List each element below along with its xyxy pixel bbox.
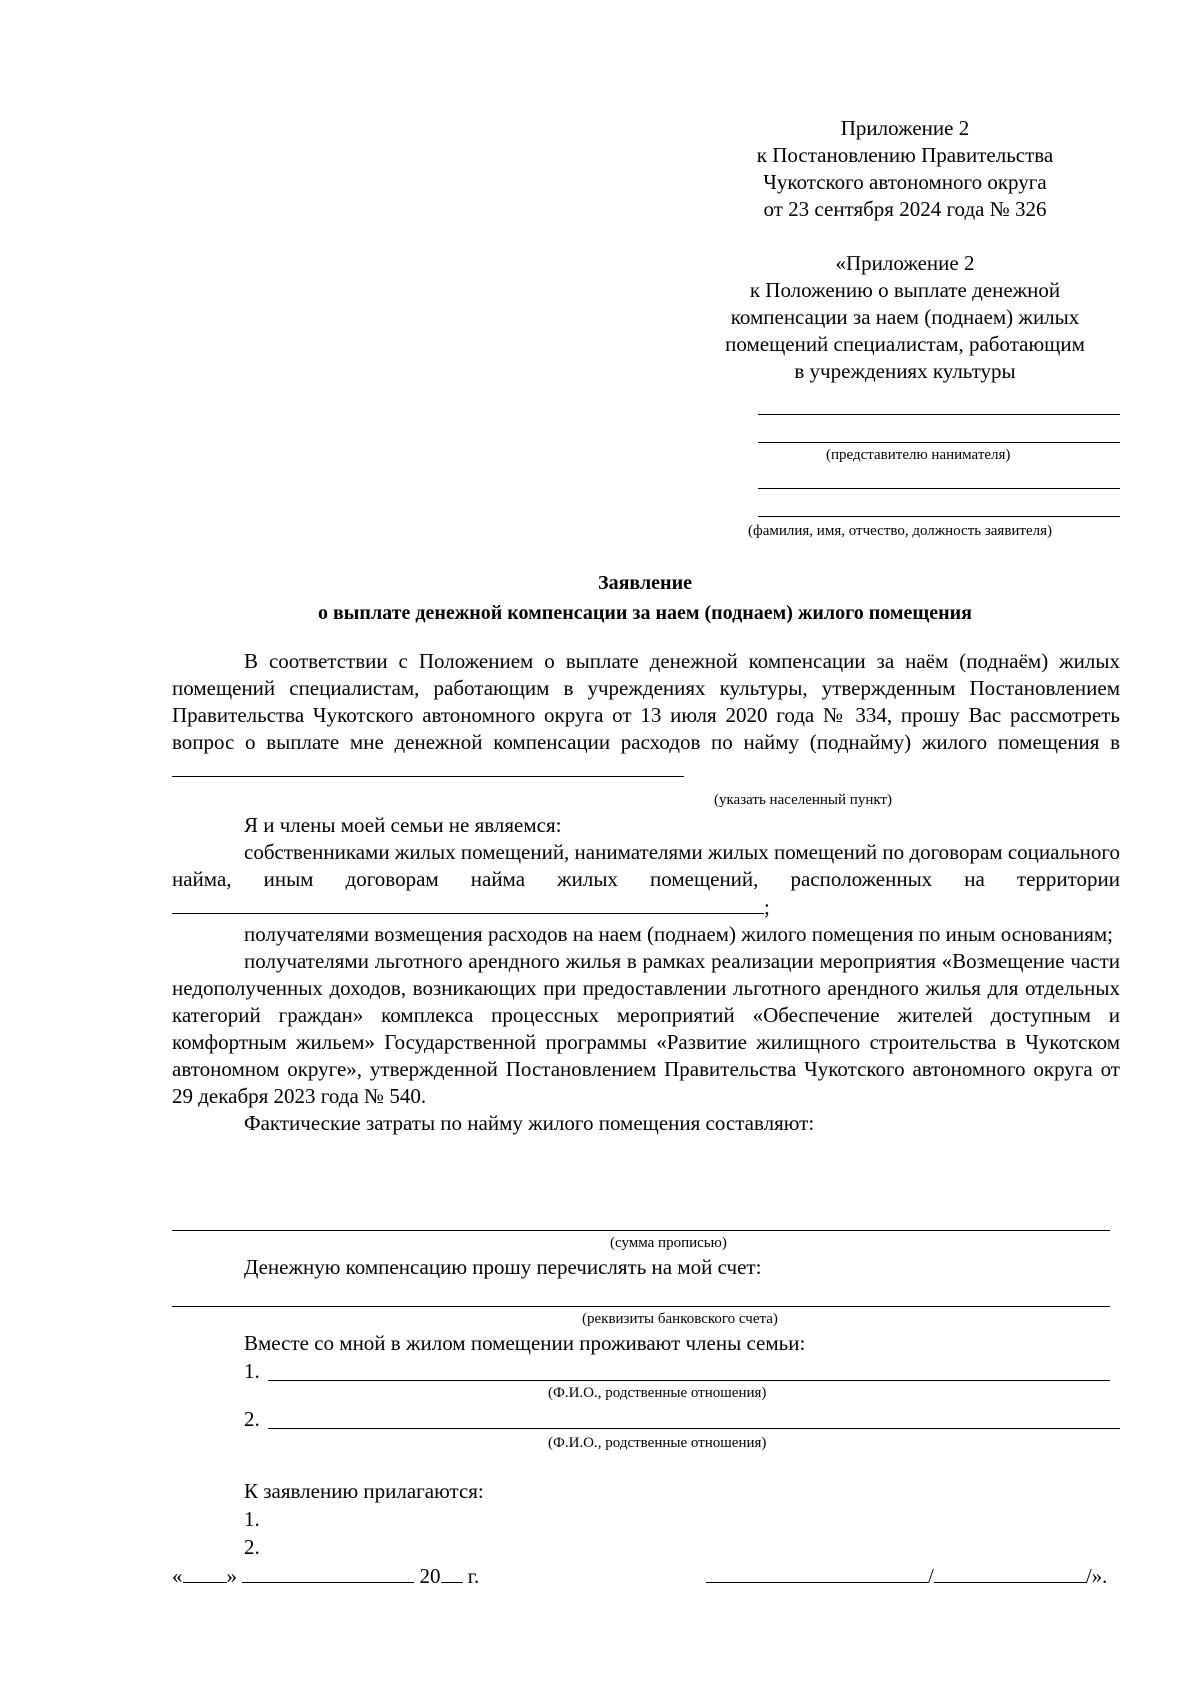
month-fill-line [242,1562,414,1583]
applicant-line-1 [758,488,1120,489]
not-members-block [172,812,1120,1137]
attachment-item: 2. [244,1535,260,1559]
appendix-sub-line: «Приложение 2 [835,251,975,275]
applicant-line-2 [758,516,1120,517]
date-close-quote: » [226,1564,237,1588]
appendix-header-line: к Постановлению Правительства [756,143,1054,167]
item-owners-text: собственниками жилых помещений, нанимателями жилых помещений по договорам социального найма, иным договорам найма жилых помещений, расположенных на территории [172,840,1121,891]
applicant-caption: (фамилия, имя, отчество, должность заявителя) [748,523,1053,539]
year-fill-line [441,1562,463,1583]
appendix-sub-line: помещений специалистам, работающим [725,332,1085,356]
item-recipients: получателями возмещения расходов на наем (поднаем) жилого помещения по иным основаниям; [244,922,1114,946]
day-fill-line [183,1562,227,1583]
appendix-header-line: от 23 сентября 2024 года № 326 [763,197,1047,221]
signature-fill-line [706,1562,928,1583]
appendix-header [690,115,1120,223]
sum-caption: (сумма прописью) [610,1235,727,1251]
appendix-header-line: Чукотского автономного округа [763,170,1047,194]
appendix-sub-line: к Положению о выплате денежной [749,278,1061,302]
year-prefix: 20 [419,1564,441,1588]
attachments-intro: К заявлению прилагаются: [244,1479,484,1503]
title-line-2: о выплате денежной компенсации за наем (поднаем) жилого помещения [318,602,972,624]
family-intro: Вместе со мной в жилом помещении проживают члены семьи: [244,1331,806,1355]
addressee-line-2 [758,442,1120,443]
bank-fill-line [172,1306,1110,1307]
name-fill-line [934,1562,1086,1583]
signature-end: /». [1085,1564,1108,1588]
appendix-sub-line: в учреждениях культуры [794,359,1016,383]
main-paragraph-text: В соответствии с Положением о выплате денежной компенсации за наём (поднаём) жилых помещений специалистам, работающим в учреждениях культуры, утвержденным Постановлением Правительства Чукотского автономного округа от 13 июля 2020 года № 334, прошу Вас рассмотреть вопрос о выплате мне денежной компенсации расходов по найму (поднайму) жилого помещения в [172,649,1120,754]
locality-caption: (указать населенный пункт) [714,792,892,808]
year-suffix: г. [467,1564,480,1588]
addressee-line-1 [758,414,1120,415]
title-line-1: Заявление [598,572,692,594]
family-row-number: 2. [244,1407,260,1431]
not-members-intro: Я и члены моей семьи не являемся: [244,813,562,837]
item-owners-end: ; [764,895,770,919]
family-row-line [268,1428,1120,1429]
item-owners [172,839,1120,921]
bank-caption: (реквизиты банковского счета) [582,1311,778,1327]
document-title [170,568,1120,628]
item-preferential: получателями льготного арендного жилья в рамках реализации мероприятия «Возмещение части недополученных доходов, возникающих при предоставлении льготного арендного жилья для отдельных категорий граждан» комплекса процессных мероприятий «Обеспечение жителей доступным и комфортным жильем» Государственной программы «Развитие жилищного строительства в Чукотском автономном округе», утвержденной Постановлением Правительства Чукотского автономного округа от 29 декабря 2023 года № 540. [172,949,1120,1108]
signature-slash: / [928,1564,934,1588]
signature-row [706,1562,1107,1590]
sum-fill-line [172,1230,1110,1231]
family-row-number: 1. [244,1359,260,1383]
family-row-caption: (Ф.И.О., родственные отношения) [548,1385,767,1401]
appendix-sub-line: компенсации за наем (поднаем) жилых [730,305,1080,329]
main-paragraph-block [172,648,1120,784]
territory-fill-line [172,893,764,914]
date-row [172,1562,479,1590]
actual-costs: Фактические затраты по найму жилого помещения составляют: [244,1111,815,1135]
appendix-sub-header [690,250,1120,385]
main-paragraph [172,648,1120,784]
transfer-request: Денежную компенсацию прошу перечислять на мой счет: [244,1255,762,1279]
locality-fill-line [172,756,684,777]
family-row-caption: (Ф.И.О., родственные отношения) [548,1435,767,1451]
appendix-header-line: Приложение 2 [840,116,970,140]
attachment-item: 1. [244,1507,260,1531]
date-open-quote: « [172,1564,183,1588]
addressee-caption: (представителю нанимателя) [826,447,1011,463]
family-row-line [268,1380,1110,1381]
